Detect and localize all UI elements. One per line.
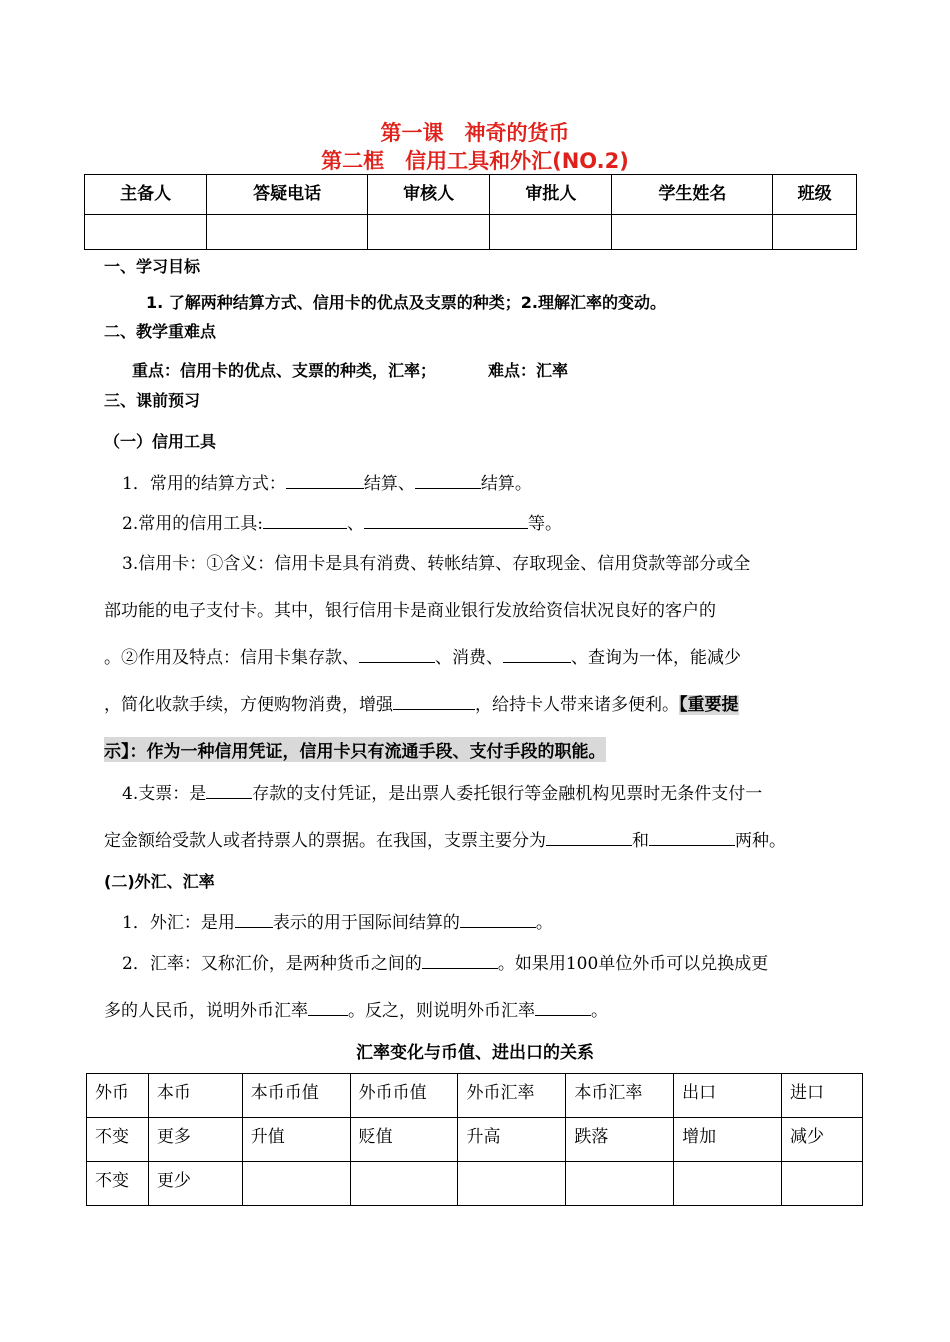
q6-text-c: 多的人民币，说明外币汇率: [104, 1001, 308, 1021]
table-cell: 升高: [458, 1118, 566, 1162]
table-header-row: [87, 1074, 863, 1118]
table-cell: 更少: [148, 1162, 242, 1206]
info-table: [84, 174, 857, 250]
q4-text-b: 存款的支付凭证，是出票人委托银行等金融机构见票时无条件支付一: [252, 784, 763, 804]
blank[interactable]: [422, 952, 498, 969]
key-point-text: 重点：信用卡的优点、支票的种类，汇率；: [132, 361, 437, 380]
table-cell: 不变: [87, 1118, 149, 1162]
blank[interactable]: [460, 911, 536, 928]
q2-text-b: 、: [346, 514, 364, 534]
q5-text-c: 。: [535, 913, 553, 933]
table-cell[interactable]: [350, 1162, 458, 1206]
blank[interactable]: [535, 999, 591, 1016]
info-header: 审批人: [490, 175, 612, 215]
blank[interactable]: [308, 999, 348, 1016]
q4-text-d: 和: [632, 831, 649, 851]
blank[interactable]: [206, 782, 252, 799]
blank[interactable]: [393, 693, 475, 710]
question-forex: [122, 908, 553, 933]
info-header: 主备人: [85, 175, 207, 215]
difficult-point-text: 难点：汇率: [488, 361, 569, 380]
table-row: [87, 1118, 863, 1162]
table-cell: 贬值: [350, 1118, 458, 1162]
key-points-line: [132, 358, 568, 381]
table-header-cell: 本币汇率: [566, 1074, 674, 1118]
table-cell: 升值: [242, 1118, 350, 1162]
blank[interactable]: [415, 472, 481, 489]
table-cell: 增加: [674, 1118, 782, 1162]
info-header: 班级: [773, 175, 857, 215]
table-cell: 跌落: [566, 1118, 674, 1162]
blank[interactable]: [503, 646, 571, 663]
table-cell: 减少: [782, 1118, 863, 1162]
q6-text-d: 。反之，则说明外币汇率: [348, 1001, 535, 1021]
q2-text-a: 2.常用的信用工具:: [122, 514, 263, 534]
blank[interactable]: [286, 472, 364, 489]
info-header: 答疑电话: [207, 175, 368, 215]
lesson-title: 第一课 神奇的货币: [380, 121, 570, 145]
blank[interactable]: [359, 646, 435, 663]
table-row: [87, 1162, 863, 1206]
blank[interactable]: [649, 829, 735, 846]
table-cell[interactable]: [242, 1162, 350, 1206]
cheque-line-2: [104, 826, 786, 851]
important-note: 示】：作为一种信用凭证，信用卡只有流通手段、支付手段的职能。: [104, 737, 606, 762]
credit-card-line-4: [104, 690, 739, 715]
info-header: 学生姓名: [612, 175, 773, 215]
table-header-cell: 本币: [148, 1074, 242, 1118]
q4-text-e: 两种。: [735, 831, 786, 851]
table-cell: 更多: [148, 1118, 242, 1162]
important-note-start: 【重要提: [679, 695, 739, 715]
table-header-cell: 进口: [782, 1074, 863, 1118]
info-header: 审核人: [367, 175, 489, 215]
q1-text-c: 结算。: [480, 474, 532, 494]
table-header-cell: 外币汇率: [458, 1074, 566, 1118]
info-cell: [367, 215, 489, 250]
credit-card-line-3: [104, 643, 741, 668]
heading-key-points: 二、教学重难点: [104, 322, 217, 341]
info-cell: [207, 215, 368, 250]
learning-goals-text: 1. 了解两种结算方式、信用卡的优点及支票的种类；2.理解汇率的变动。: [146, 293, 666, 312]
q4-text-c: 定金额给受款人或者持票人的票据。在我国，支票主要分为: [104, 831, 546, 851]
info-cell: [612, 215, 773, 250]
q6-text-a: 2．汇率：又称汇价，是两种货币之间的: [122, 954, 422, 974]
info-cell: [85, 215, 207, 250]
q5-text-b: 表示的用于国际间结算的: [272, 913, 460, 933]
question-credit-tools: [122, 509, 562, 534]
heading-learning-goals: 一、学习目标: [104, 257, 201, 276]
table-header-cell: 外币: [87, 1074, 149, 1118]
q5-text-a: 1．外汇：是用: [122, 913, 235, 933]
q4-text-a: 4.支票：是: [122, 784, 207, 804]
exchange-rate-line-2: [104, 996, 608, 1021]
exchange-rate-line-1: [122, 949, 768, 974]
question-settlement: [122, 469, 532, 494]
rate-table-title: 汇率变化与币值、进出口的关系: [356, 1043, 594, 1063]
q3-text-e: ，给持卡人带来诸多便利。: [475, 695, 679, 715]
blank[interactable]: [546, 829, 632, 846]
credit-card-line-2: 部功能的电子支付卡。其中，银行信用卡是商业银行发放给资信状况良好的客户的: [104, 601, 716, 621]
cheque-line-1: [122, 779, 762, 804]
table-cell[interactable]: [674, 1162, 782, 1206]
q3-text-c: 、查询为一体，能减少: [571, 648, 741, 668]
q1-text-a: 1．常用的结算方式：: [122, 474, 286, 494]
q6-text-b: 。如果用100单位外币可以兑换成更: [497, 954, 769, 974]
subheading-forex: (二)外汇、汇率: [104, 872, 215, 891]
table-header-cell: 出口: [674, 1074, 782, 1118]
q3-text-d: ，简化收款手续，方便购物消费，增强: [104, 695, 393, 715]
table-cell: 不变: [87, 1162, 149, 1206]
table-cell[interactable]: [458, 1162, 566, 1206]
blank[interactable]: [263, 512, 347, 529]
table-cell[interactable]: [782, 1162, 863, 1206]
blank[interactable]: [364, 512, 528, 529]
blank[interactable]: [235, 911, 273, 928]
q1-text-b: 结算、: [363, 474, 415, 494]
section-title: 第二框 信用工具和外汇(NO.2): [321, 149, 629, 173]
table-cell[interactable]: [566, 1162, 674, 1206]
credit-card-line-1: 3.信用卡：①含义：信用卡是具有消费、转帐结算、存取现金、信用贷款等部分或全: [122, 554, 751, 574]
subheading-credit-tools: （一）信用工具: [104, 432, 217, 451]
heading-preview: 三、课前预习: [104, 391, 201, 410]
table-header-cell: 外币币值: [350, 1074, 458, 1118]
info-cell: [490, 215, 612, 250]
rate-table: [86, 1073, 863, 1206]
q3-text-a: 。②作用及特点：信用卡集存款、: [104, 648, 359, 668]
q2-text-c: 等。: [527, 514, 562, 534]
q6-text-e: 。: [591, 1001, 608, 1021]
q3-text-b: 、消费、: [435, 648, 503, 668]
info-cell: [773, 215, 857, 250]
table-header-cell: 本币币值: [242, 1074, 350, 1118]
